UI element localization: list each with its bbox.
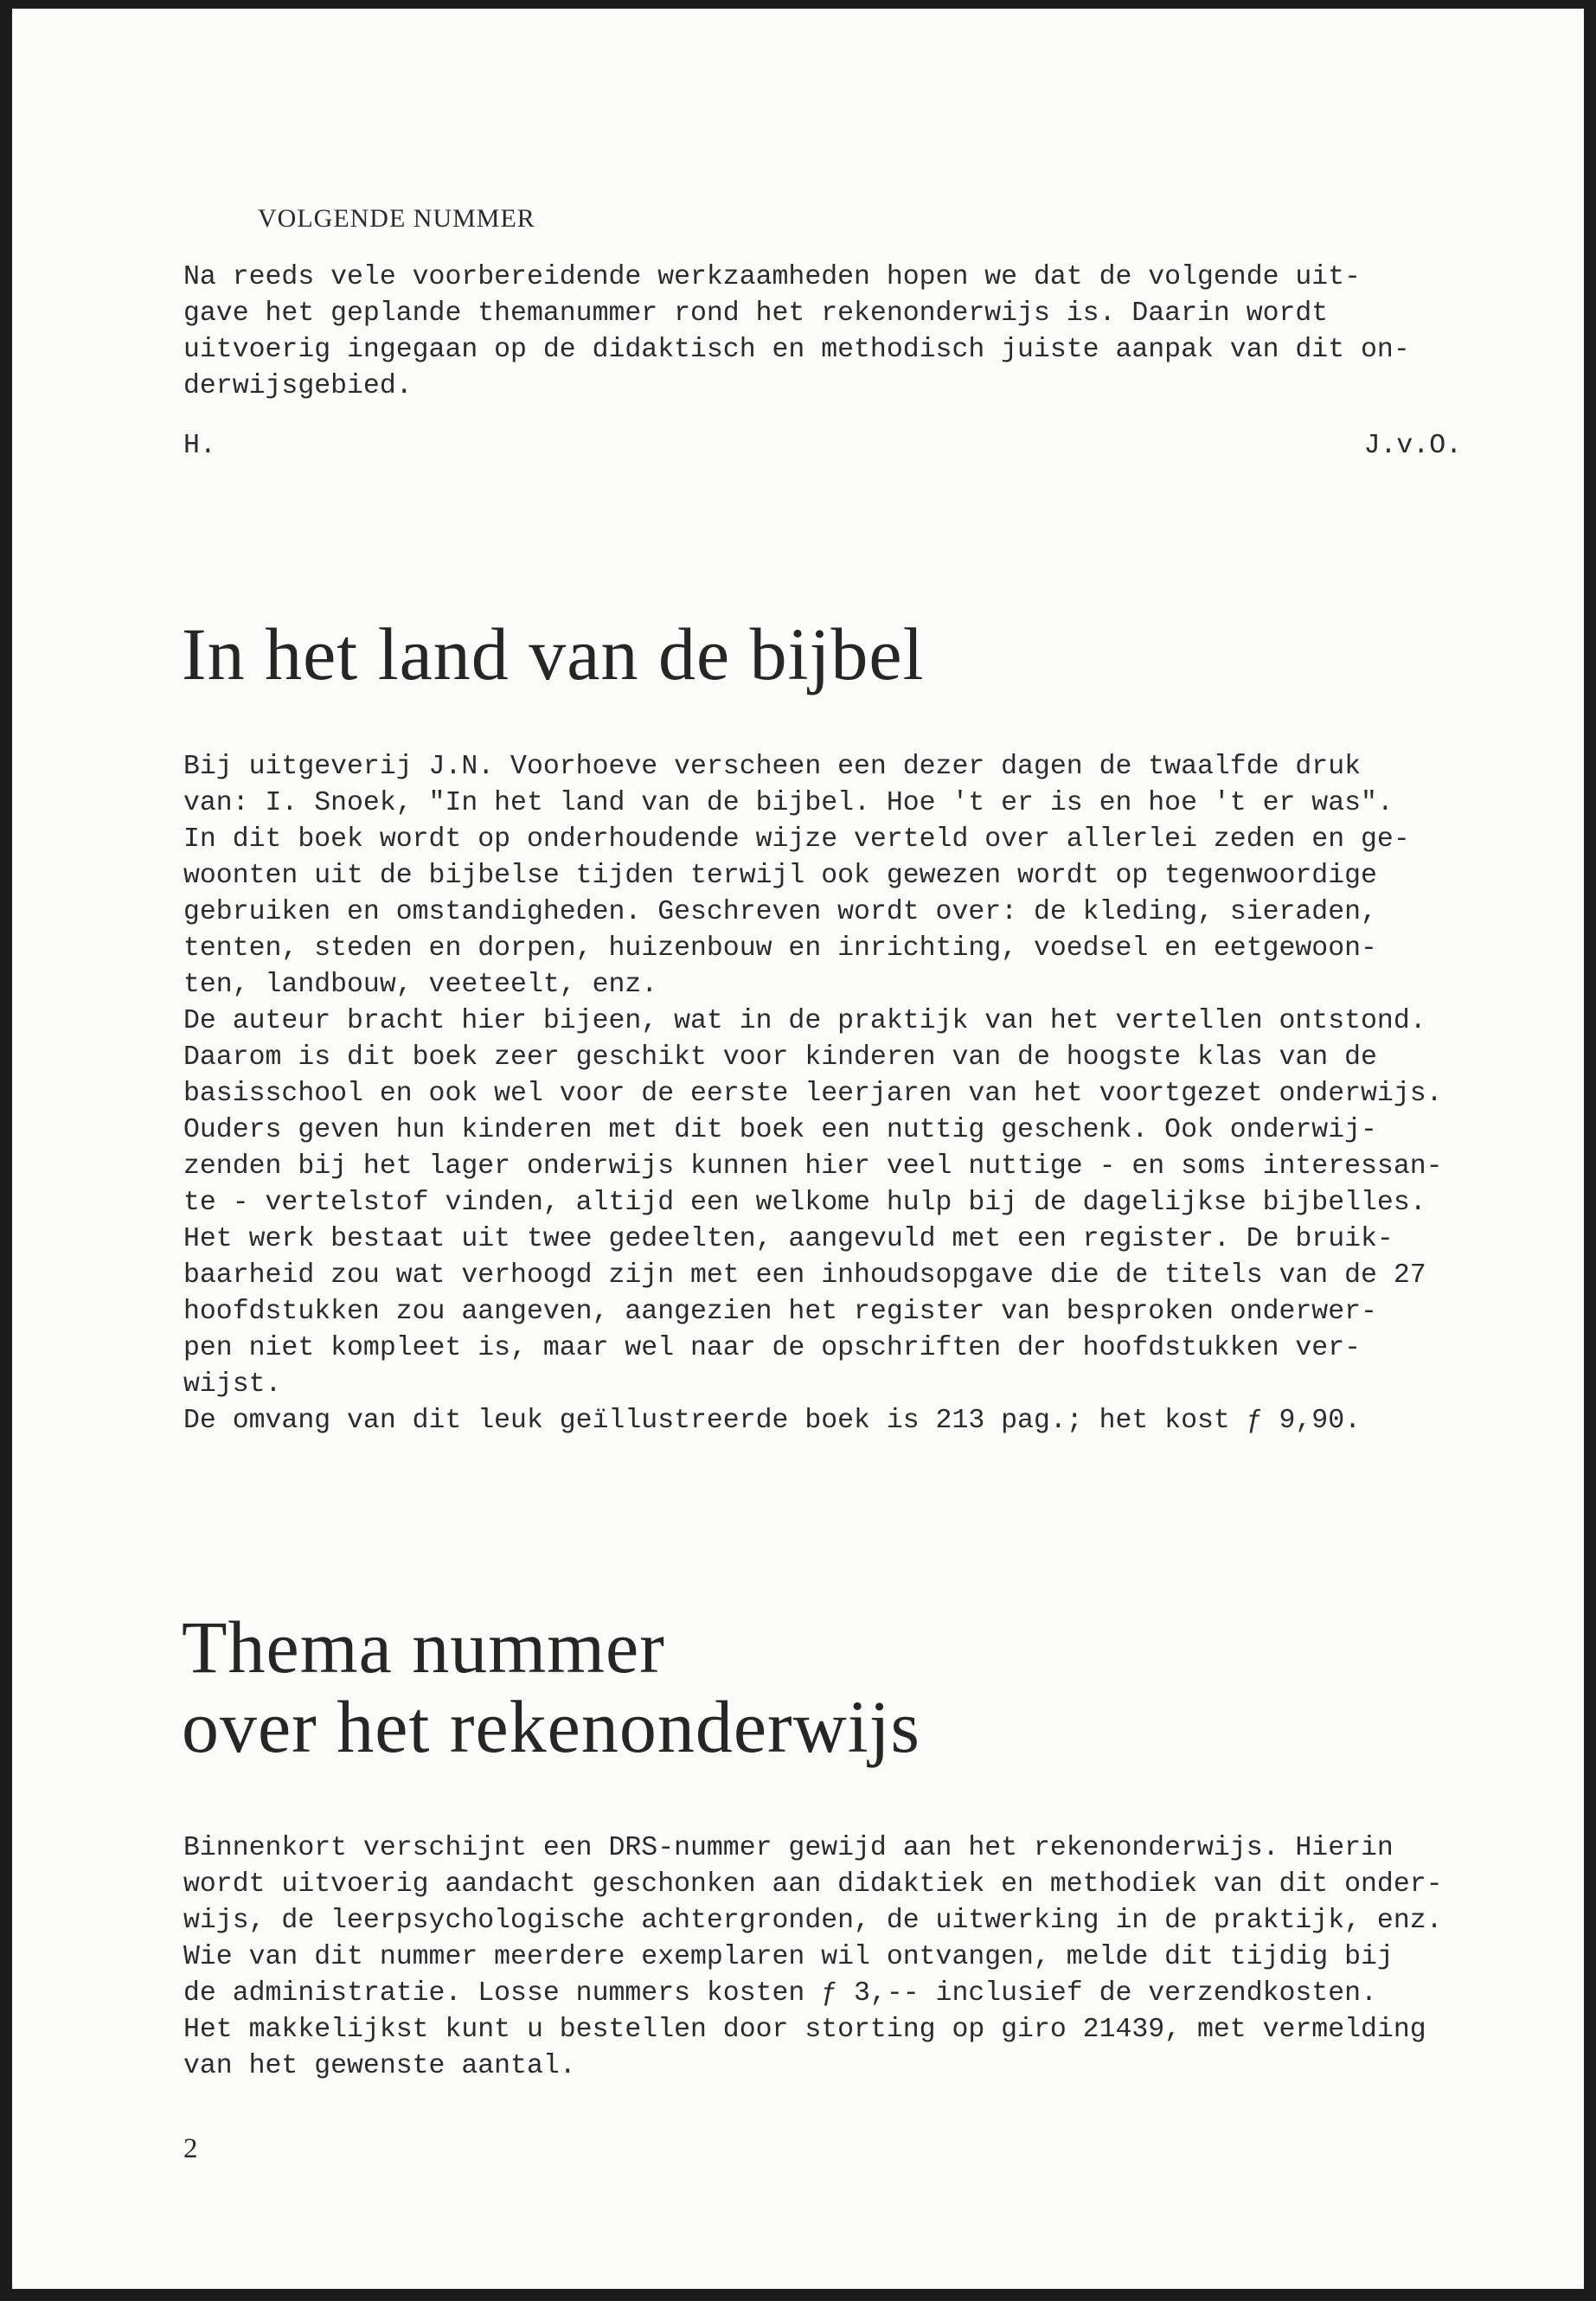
- theme-article-body: [183, 1830, 1443, 2085]
- text-line: te - vertelstof vinden, altijd een welkome hulp bij de dagelijkse bijbelles.: [183, 1188, 1426, 1218]
- text-line: Na reeds vele voorbereidende werkzaamheden hopen we dat de volgende uit-: [183, 262, 1362, 292]
- signature-right: J.v.O.: [1363, 431, 1462, 461]
- text-line: derwijsgebied.: [183, 371, 413, 401]
- bible-article-body: [183, 749, 1443, 1439]
- signature-left: H.: [183, 431, 216, 461]
- text-line: Het makkelijkst kunt u bestellen door storting op giro 21439, met vermelding: [183, 2015, 1426, 2045]
- text-line: gebruiken en omstandigheden. Geschreven wordt over: de kleding, sieraden,: [183, 897, 1377, 927]
- text-line: baarheid zou wat verhoogd zijn met een inhoudsopgave die de titels van de 27: [183, 1260, 1426, 1291]
- text-line: Het werk bestaat uit twee gedeelten, aangevuld met een register. De bruik-: [183, 1224, 1394, 1254]
- text-line: Binnenkort verschijnt een DRS-nummer gewijd aan het rekenonderwijs. Hierin: [183, 1833, 1394, 1863]
- text-line: van het gewenste aantal.: [183, 2051, 576, 2081]
- text-line: de administratie. Losse nummers kosten ƒ 3,-- inclusief de verzendkosten.: [183, 1978, 1377, 2009]
- text-line: De auteur bracht hier bijeen, wat in de praktijk van het vertellen ontstond.: [183, 1006, 1426, 1036]
- text-line: pen niet kompleet is, maar wel naar de opschriften der hoofdstukken ver-: [183, 1333, 1362, 1363]
- signature-row: [183, 431, 1462, 469]
- theme-article-title: [182, 1607, 920, 1766]
- text-line: De omvang van dit leuk geïllustreerde boek is 213 pag.; het kost ƒ 9,90.: [183, 1406, 1362, 1436]
- text-line: wijs, de leerpsychologische achtergronden, de uitwerking in de praktijk, enz.: [183, 1906, 1443, 1936]
- text-line: wijst.: [183, 1369, 282, 1400]
- text-line: Daarom is dit boek zeer geschikt voor kinderen van de hoogste klas van de: [183, 1042, 1377, 1073]
- text-line: woonten uit de bijbelse tijden terwijl ook gewezen wordt op tegenwoordige: [183, 861, 1377, 891]
- title-line: In het land van de bijbel: [182, 612, 925, 695]
- text-line: Wie van dit nummer meerdere exemplaren wil ontvangen, melde dit tijdig bij: [183, 1942, 1394, 1972]
- text-line: ten, landbouw, veeteelt, enz.: [183, 970, 658, 1000]
- announcement-paragraph: [183, 260, 1410, 405]
- text-line: hoofdstukken zou aangeven, aangezien het register van besproken onderwer-: [183, 1297, 1377, 1327]
- text-line: wordt uitvoerig aandacht geschonken aan didaktiek en methodiek van dit onder-: [183, 1869, 1443, 1900]
- title-line: Thema nummer: [182, 1606, 665, 1689]
- announcement-heading: VOLGENDE NUMMER: [258, 204, 535, 233]
- text-line: basisschool en ook wel voor de eerste leerjaren van het voortgezet onderwijs.: [183, 1079, 1443, 1109]
- text-line: gave het geplande themanummer rond het rekenonderwijs is. Daarin wordt: [183, 298, 1329, 329]
- text-line: zenden bij het lager onderwijs kunnen hier veel nuttige - en soms interessan-: [183, 1151, 1443, 1182]
- text-line: uitvoerig ingegaan op de didaktisch en methodisch juiste aanpak van dit on-: [183, 335, 1410, 365]
- bible-article-title: [182, 614, 924, 694]
- page-number: 2: [183, 2133, 198, 2164]
- text-line: Bij uitgeverij J.N. Voorhoeve verscheen een dezer dagen de twaalfde druk: [183, 752, 1362, 782]
- page-sheet: [12, 9, 1584, 2289]
- title-line: over het rekenonderwijs: [182, 1685, 921, 1768]
- text-line: Ouders geven hun kinderen met dit boek een nuttig geschenk. Ook onderwij-: [183, 1115, 1377, 1145]
- text-line: tenten, steden en dorpen, huizenbouw en inrichting, voedsel en eetgewoon-: [183, 933, 1377, 964]
- text-line: In dit boek wordt op onderhoudende wijze verteld over allerlei zeden en ge-: [183, 824, 1410, 855]
- text-line: van: I. Snoek, "In het land van de bijbel. Hoe 't er is en hoe 't er was".: [183, 788, 1394, 818]
